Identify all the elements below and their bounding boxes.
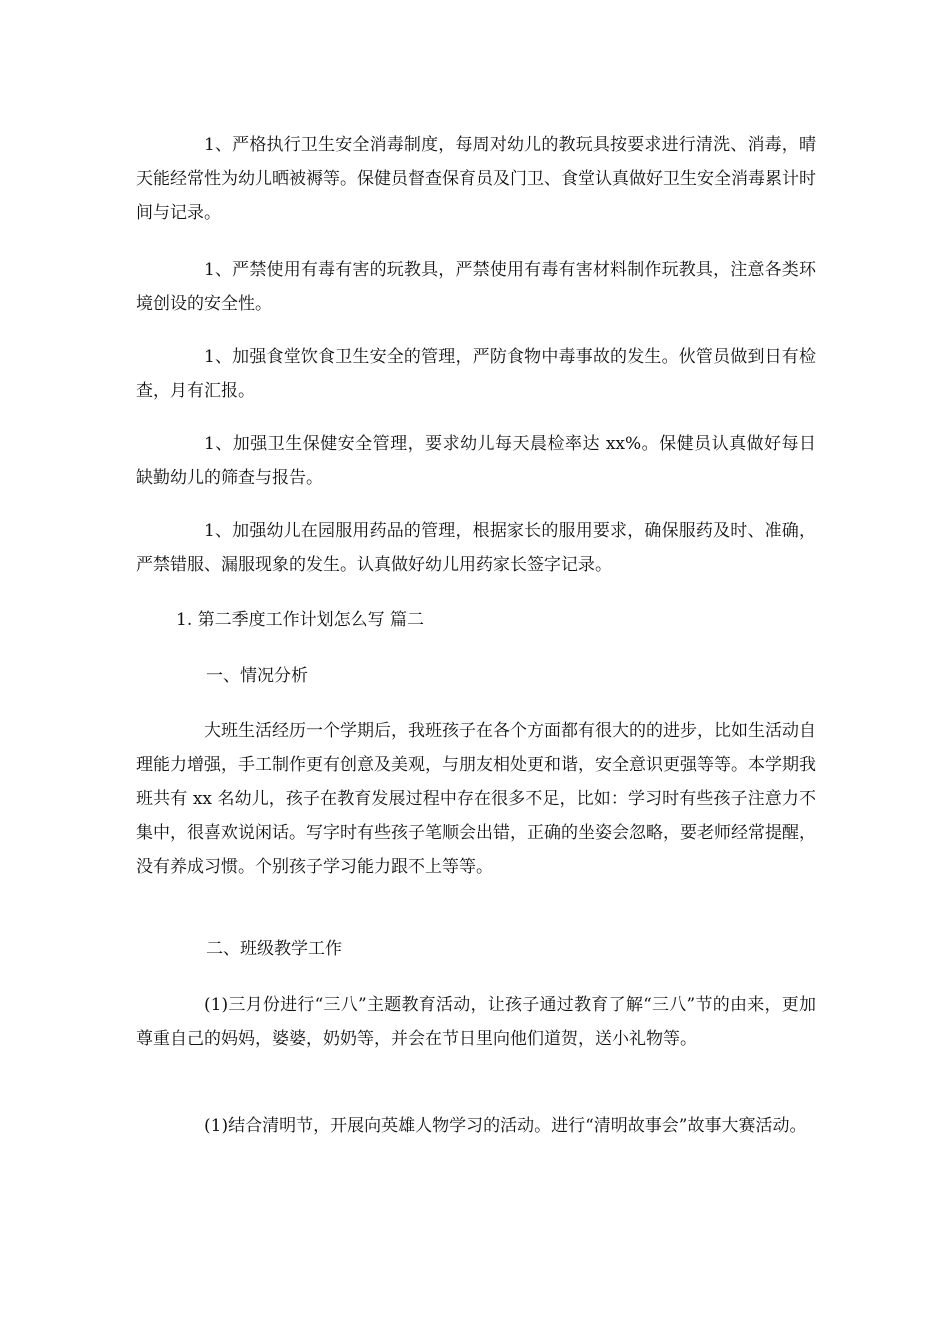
paragraph-text: (1)结合清明节，开展向英雄人物学习的活动。进行“清明故事会”故事大赛活动。 (204, 1116, 807, 1136)
paragraph-text: 1、加强卫生保健安全管理，要求幼儿每天晨检率达 xx%。保健员认真做好每日缺勤幼儿的筛查与报告。 (136, 434, 816, 488)
paragraph-health-check (136, 427, 816, 495)
paragraph-text: 1、加强幼儿在园服用药品的管理，根据家长的服用要求，确保服药及时、准确，严禁错服、漏服现象的发生。认真做好幼儿用药家长签字记录。 (136, 521, 816, 575)
section-title-text: 二、班级教学工作 (206, 939, 342, 959)
paragraph-situation-analysis (136, 714, 816, 884)
paragraph-text: 1、严禁使用有毒有害的玩教具，严禁使用有毒有害材料制作玩教具，注意各类环境创设的安全性。 (136, 260, 816, 314)
paragraph-text: 1、严格执行卫生安全消毒制度，每周对幼儿的教玩具按要求进行清洗、消毒，晴天能经常性为幼儿晒被褥等。保健员督查保育员及门卫、食堂认真做好卫生安全消毒累计时间与记录。 (136, 135, 816, 223)
section-title-situation-analysis (136, 659, 816, 693)
section-title-class-teaching (136, 932, 816, 966)
paragraph-qingming-activity (136, 1109, 816, 1143)
paragraph-toy-safety (136, 253, 816, 321)
paragraph-medicine-management (136, 514, 816, 582)
paragraph-canteen-safety (136, 340, 816, 408)
paragraph-hygiene-disinfection (136, 128, 816, 230)
paragraph-text: 1、加强食堂饮食卫生安全的管理，严防食物中毒事故的发生。伙管员做到日有检查，月有汇报。 (136, 347, 816, 401)
article-heading-text: 1. 第二季度工作计划怎么写 篇二 (176, 610, 425, 630)
article-heading (136, 603, 816, 637)
paragraph-text: 大班生活经历一个学期后，我班孩子在各个方面都有很大的的进步，比如生活动自理能力增强，手工制作更有创意及美观，与朋友相处更和谐，安全意识更强等等。本学期我班共有 xx 名幼儿，孩子在教育发展过程中存在很多不足，比如：学习时有些孩子注意力不集中，很喜欢说闲话。写字时有些孩子笔顺会出错，正确的坐姿会忽略，要老师经常提醒，没有养成习惯。个别孩子学习能力跟不上等等。 (136, 721, 816, 877)
paragraph-march-activity (136, 988, 816, 1056)
paragraph-text: (1)三月份进行“三八”主题教育活动，让孩子通过教育了解“三八”节的由来，更加尊重自己的妈妈，婆婆，奶奶等，并会在节日里向他们道贺，送小礼物等。 (136, 995, 816, 1049)
section-title-text: 一、情况分析 (206, 666, 308, 686)
